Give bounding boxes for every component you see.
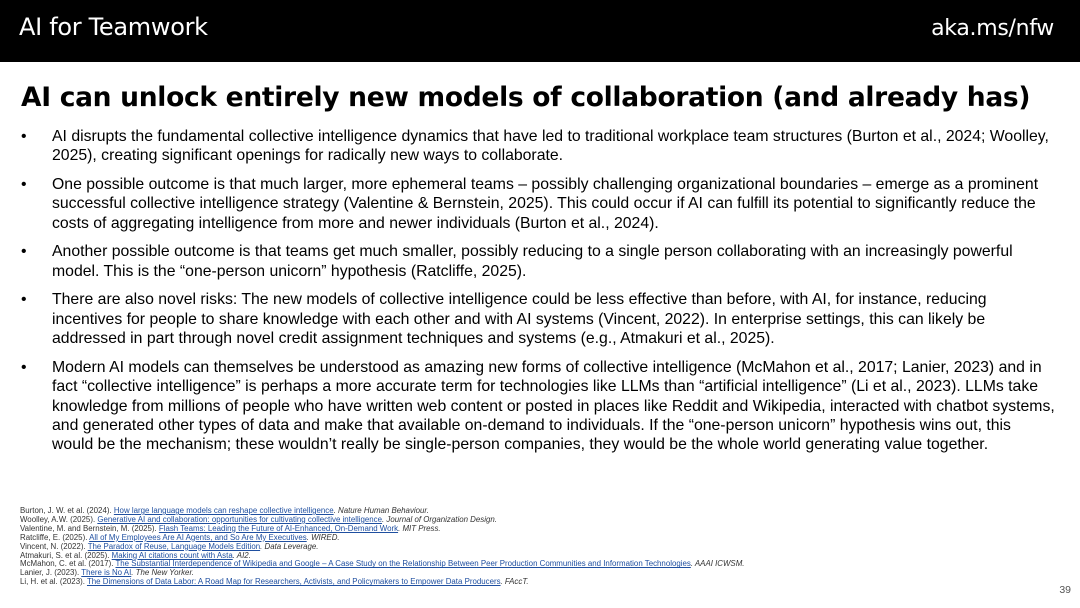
bullet-dot: • [21, 291, 27, 309]
bullet-item [20, 290, 1055, 348]
bullet-dot: • [21, 128, 27, 145]
reference-item [20, 507, 1060, 516]
reference-item [20, 516, 1060, 525]
reference-link[interactable]: Generative AI and collaboration: opportunities for cultivating collective intelligence [97, 515, 383, 524]
reference-author: Valentine, M. and Bernstein, M. (2025). [20, 524, 159, 533]
bullet-text: One possible outcome is that much larger, more ephemeral teams – possibly challenging organizational boundaries – emerge as a prominent successful collective intelligence strategy (Valentine & Bernstein, 2025). This could occur if AI can fulfill its potential to significantly reduce the costs of aggregating intelligence from more and newer individuals (Burton et al., 2024). [52, 176, 1039, 232]
bullet-dot: • [21, 243, 27, 261]
reference-item [20, 543, 1060, 552]
reference-venue: . FAccT. [500, 578, 529, 587]
reference-author: Ratcliffe, E. (2025). [20, 533, 90, 542]
reference-link[interactable]: All of My Employees Are AI Agents, and So Are My Executives [89, 533, 307, 542]
reference-venue: . AI2. [232, 551, 251, 560]
reference-venue: . WIRED. [306, 533, 340, 542]
reference-link[interactable]: Making AI citations count with Asta [111, 551, 233, 560]
reference-venue: . The New Yorker. [131, 569, 194, 578]
reference-author: Vincent, N. (2022). [20, 542, 88, 551]
bullet-text: Another possible outcome is that teams get much smaller, possibly reducing to a single person collaborating with an increasingly powerful model. This is the “one-person unicorn” hypothesis (Ratcliffe, 2025). [52, 243, 1013, 280]
reference-venue: . Journal of Organization Design. [382, 515, 497, 524]
page-number: 39 [1059, 584, 1071, 596]
reference-item [20, 534, 1060, 543]
bullet-item [20, 175, 1055, 233]
header-bar [0, 0, 1080, 62]
reference-link[interactable]: The Substantial Interdependence of Wikipedia and Google – A Case Study on the Relationship Between Peer Production Communities and Information Technologies [115, 560, 691, 569]
reference-venue: . MIT Press. [398, 524, 441, 533]
bullet-text: Modern AI models can themselves be understood as amazing new forms of collective intelligence (McMahon et al., 2017; Lanier, 2023) and in fact “collective intelligence” is perhaps a more accurate term for technologies like LLMs than “artificial intelligence” (Li et al., 2023). LLMs take knowledge from millions of people who have written web content or posted in places like Reddit and Wikipedia, interacted with chatbot systems, and generated other types of data and make that available on-demand to individuals. If the “one-person unicorn” hypothesis wins out, this would be the mechanism; these wouldn’t really be single-person companies, they would be the whole world generating value together. [52, 358, 1055, 454]
bullet-dot: • [21, 176, 27, 193]
reference-author: Li, H. et al. (2023). [20, 578, 87, 587]
reference-link[interactable]: The Dimensions of Data Labor: A Road Map for Researchers, Activists, and Policymakers to Empower Data Producers [86, 578, 501, 587]
bullet-list [20, 127, 1055, 464]
bullet-item [20, 127, 1055, 166]
reference-link[interactable]: How large language models can reshape collective intelligence [113, 507, 334, 515]
bullet-item [20, 242, 1055, 281]
reference-link[interactable]: There is No AI [81, 569, 132, 578]
slide-title: AI can unlock entirely new models of collaboration (and already has) [21, 82, 1031, 113]
bullet-item [20, 358, 1055, 455]
reference-author: McMahon, C. et al. (2017). [20, 560, 116, 569]
reference-author: Woolley, A.W. (2025). [20, 515, 98, 524]
bullet-dot: • [21, 358, 27, 376]
reference-item [20, 569, 1060, 578]
reference-item [20, 560, 1060, 569]
reference-venue: . Nature Human Behaviour. [333, 507, 429, 515]
header-url[interactable]: aka.ms/nfw [931, 16, 1054, 41]
bullet-text: There are also novel risks: The new models of collective intelligence could be less effective than before, with AI, for instance, reducing incentives for people to share knowledge with each other and with AI systems (Vincent, 2022). In enterprise settings, this can likely be addressed in part through novel credit assignment techniques and systems (e.g., Atmakuri et al., 2025). [52, 291, 987, 348]
reference-link[interactable]: Flash Teams: Leading the Future of AI-Enhanced, On-Demand Work [158, 524, 399, 533]
reference-item [20, 552, 1060, 561]
reference-author: Burton, J. W. et al. (2024). [20, 507, 114, 515]
reference-venue: . AAAI ICWSM. [690, 560, 745, 569]
reference-item [20, 578, 1060, 587]
reference-item [20, 525, 1060, 534]
reference-venue: . Data Leverage. [260, 542, 319, 551]
references-list [20, 507, 1060, 587]
header-title: AI for Teamwork [19, 13, 208, 41]
reference-author: Lanier, J. (2023). [20, 569, 82, 578]
reference-author: Atmakuri, S. et al. (2025). [20, 551, 112, 560]
bullet-text: AI disrupts the fundamental collective intelligence dynamics that have led to traditional workplace team structures (Burton et al., 2024; Woolley, 2025), creating significant openings for radically new ways to collaborate. [52, 128, 1049, 165]
reference-link[interactable]: The Paradox of Reuse, Language Models Edition [87, 542, 261, 551]
